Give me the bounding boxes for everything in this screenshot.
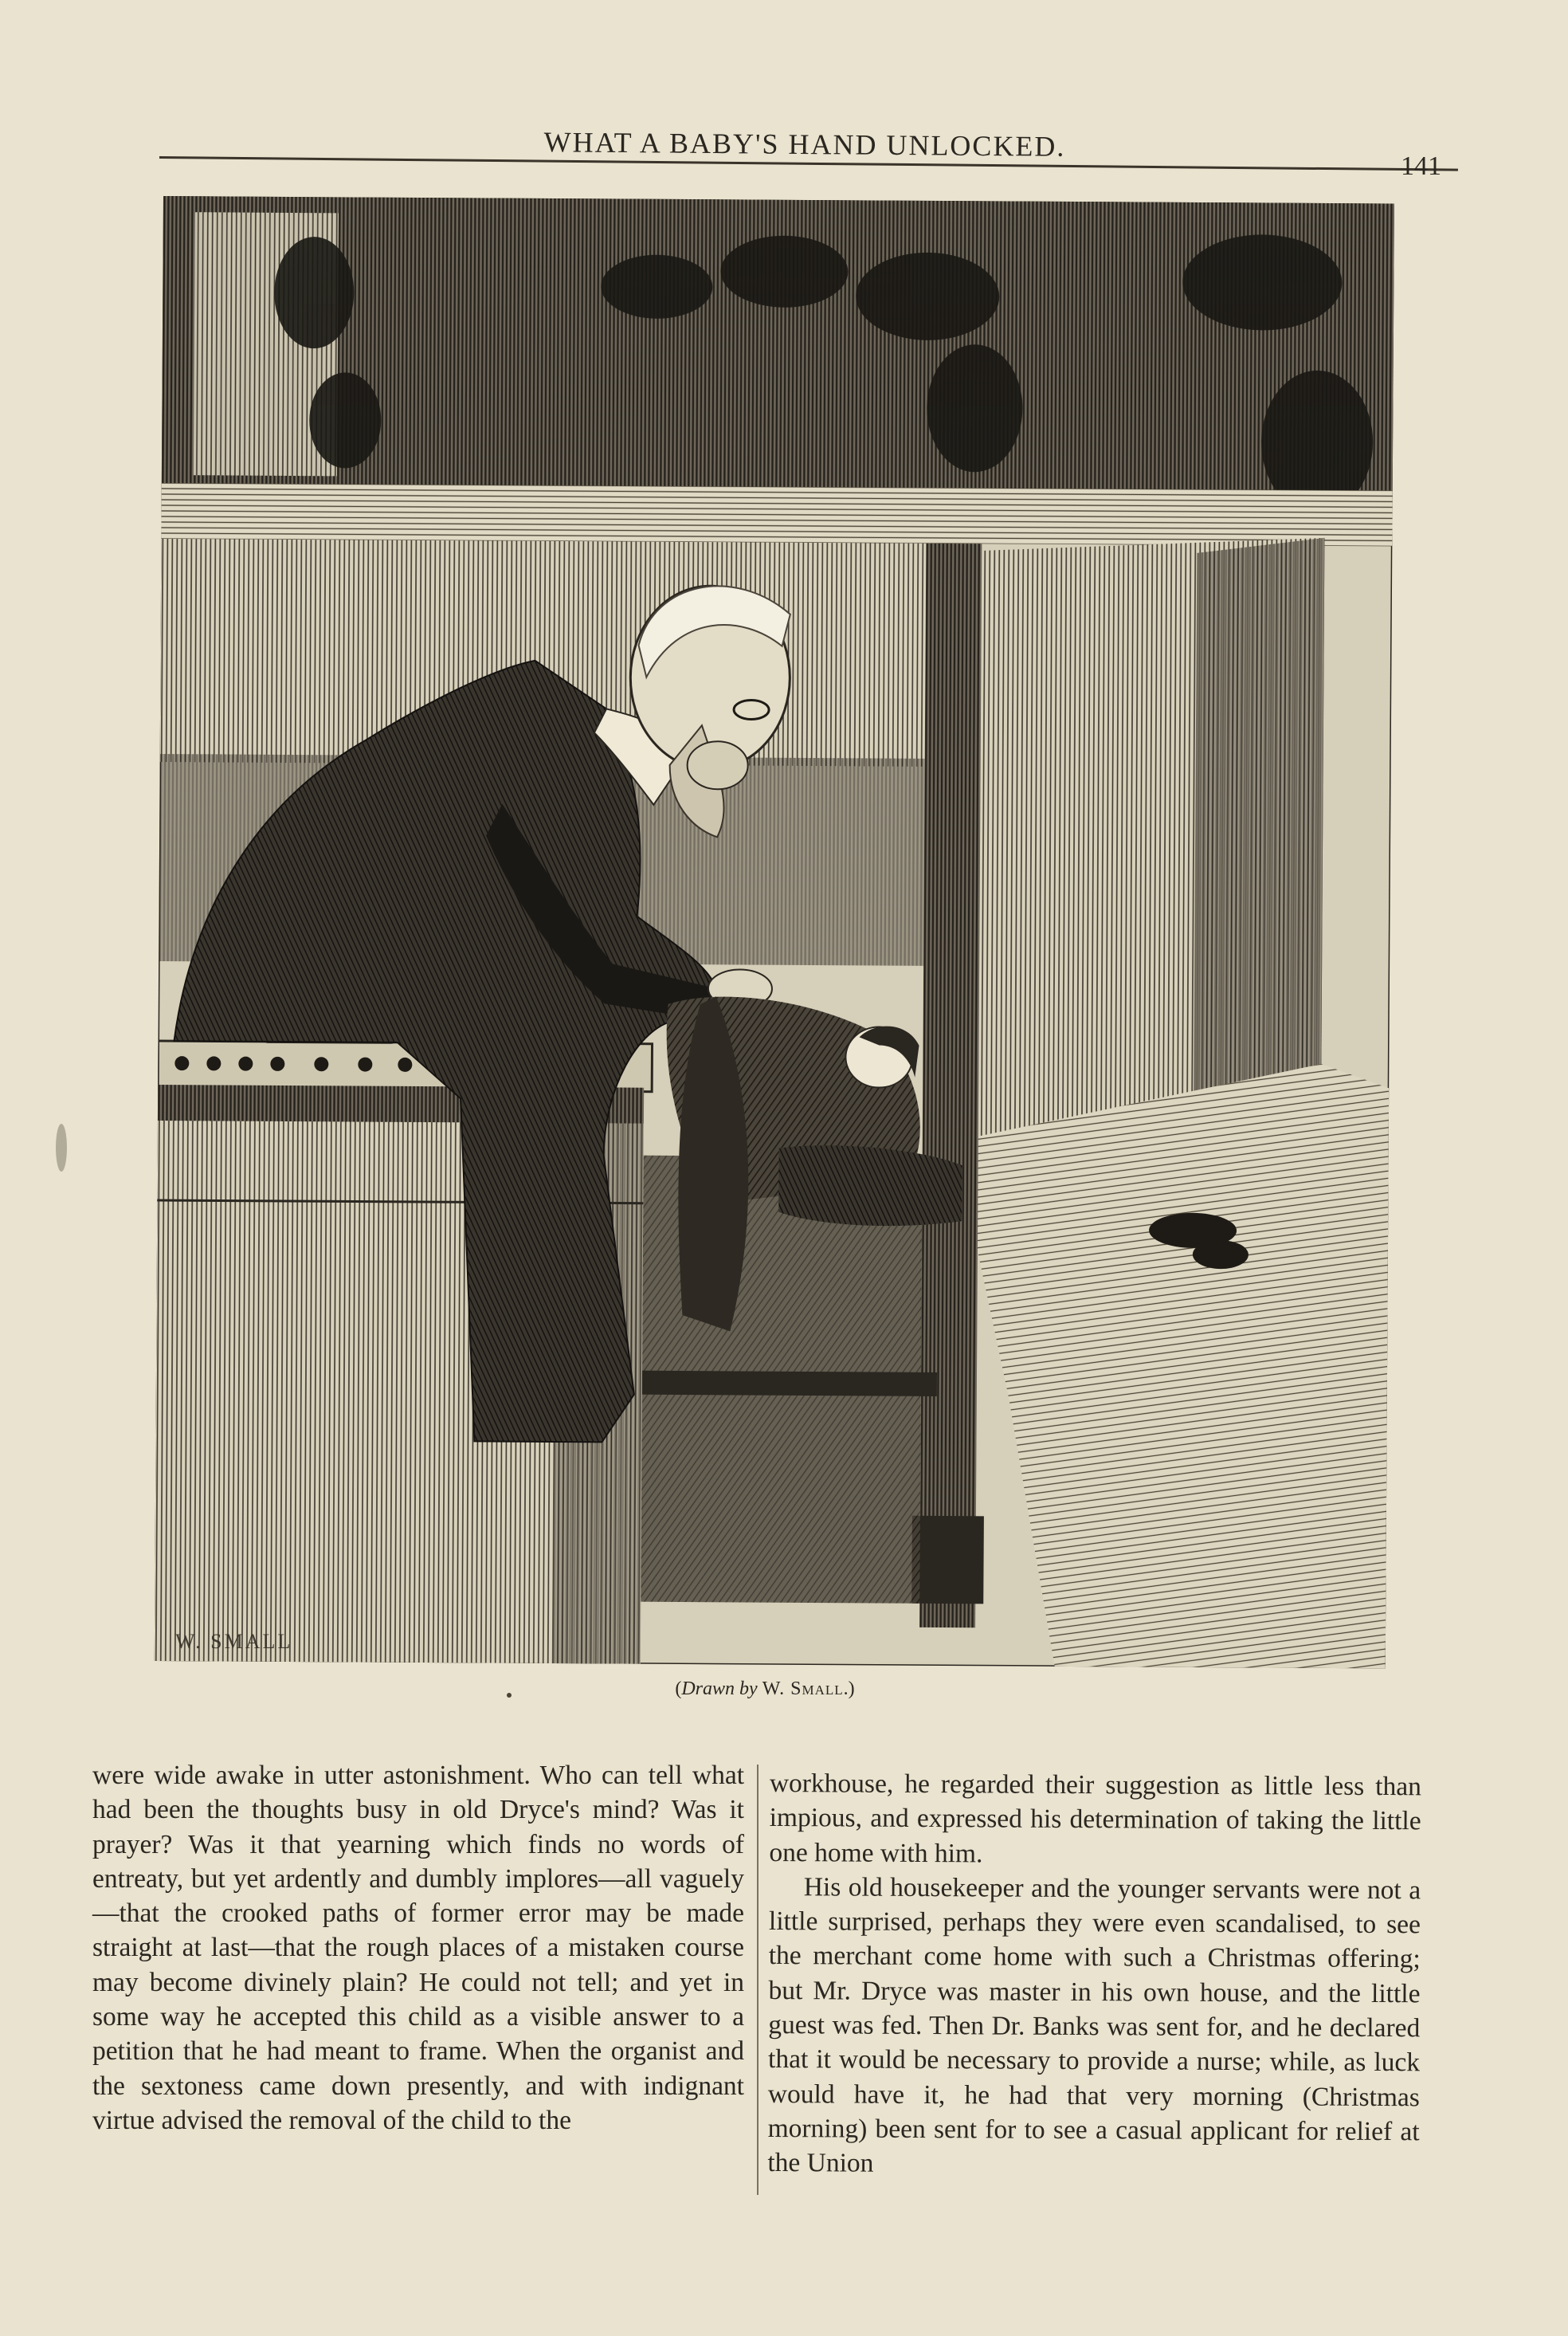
right-column-paragraph-2: His old housekeeper and the younger servants were not a little surprised, perhaps they were even scandalised, to see the merchant come home with such a Christmas offering; but Mr. Dryce was master in his own house, and the little guest was fed. Then Dr. Banks was sent for, and he declared that it would be necessary to provide a nurse; while, as luck would have it, he had that very morning (Christmas morning) been sent for to see a casual applicant for relief at the Union	[767, 1872, 1421, 2178]
left-column-paragraph: were wide awake in utter astonishment. Who can tell what had been the thoughts busy in old Dryce's mind? Was it prayer? Was it that yearning which finds no words of entreaty, but yet ardently and dumbly implores—all vaguely—that the crooked paths of former error may be made straight at last—that the rough places of a mistaken course may become divinely plain? He could not tell; and yet in some way he accepted this child as a visible answer to a petition that he had meant to frame. When the organist and the sextoness came down presently, and with indignant virtue advised the removal of the child to the	[92, 1761, 744, 2135]
caption-artist: W. Small	[762, 1678, 844, 1699]
right-column-paragraph-1: workhouse, he regarded their suggestion as little less than impious, and expressed his determination of taking the little one home with him.	[769, 1769, 1421, 1868]
running-title: WHAT A BABY'S HAND UNLOCKED.	[543, 126, 1066, 163]
right-column	[767, 1766, 1421, 2184]
paper-blemish	[56, 1124, 67, 1172]
illustration-caption	[558, 1678, 972, 1700]
ink-speck	[507, 1693, 512, 1698]
caption-drawn-by: Drawn by	[681, 1678, 758, 1699]
engraving-illustration	[155, 196, 1394, 1668]
caption-close-paren: .)	[843, 1678, 855, 1699]
page-number: 141	[1401, 151, 1441, 181]
column-divider	[757, 1765, 759, 2195]
caption-open-paren: (	[675, 1678, 682, 1699]
artist-signature: W. SMALL	[175, 1630, 293, 1653]
left-column	[92, 1758, 744, 2138]
